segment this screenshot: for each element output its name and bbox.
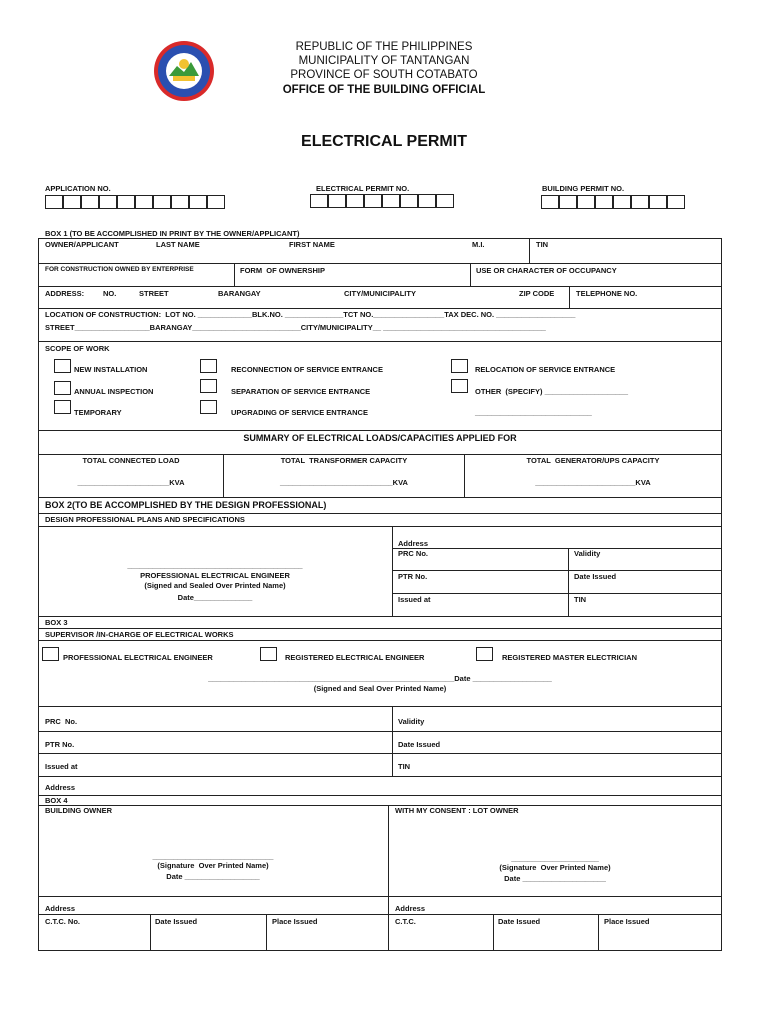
box3-issued-at-label: Issued at	[45, 762, 78, 771]
other-label[interactable]: OTHER (SPECIFY) ____________________	[475, 387, 629, 396]
summary-heading: SUMMARY OF ELECTRICAL LOADS/CAPACITIES APPLIED FOR	[243, 433, 517, 443]
building-owner-label: BUILDING OWNER	[45, 806, 113, 815]
zip-code-label: ZIP CODE	[519, 289, 555, 298]
other-specify-line[interactable]: ____________________________	[475, 408, 592, 417]
mi-label: M.I.	[472, 240, 485, 249]
separation-checkbox[interactable]	[200, 379, 217, 393]
supervisor-rme-label: REGISTERED MASTER ELECTRICIAN	[502, 653, 638, 662]
building-owner-date[interactable]: Date __________________	[166, 872, 260, 881]
other-checkbox[interactable]	[451, 379, 468, 393]
location-line-2[interactable]: STREET__________________BARANGAY__________________________CITY/MUNICIPALITY__ _______________________________________	[45, 323, 546, 332]
header-office: OFFICE OF THE BUILDING OFFICIAL	[282, 84, 486, 96]
box3-address-label: Address	[45, 783, 76, 792]
box2-ptr-label: PTR No.	[398, 572, 428, 581]
box3-subheading: SUPERVISOR /IN-CHARGE OF ELECTRICAL WORKS	[45, 630, 234, 639]
building-permit-no-label: BUILDING PERMIT NO.	[542, 184, 625, 193]
lot-owner-date[interactable]: Date ____________________	[504, 874, 606, 883]
owner-name-input[interactable]	[40, 250, 528, 263]
address-city-label: CITY/MUNICIPALITY	[344, 289, 416, 298]
relocation-checkbox[interactable]	[451, 359, 468, 373]
lot-owner-signature-label: (Signature Over Printed Name)	[499, 863, 611, 872]
box3-validity-label: Validity	[398, 717, 425, 726]
new-installation-checkbox[interactable]	[54, 359, 71, 373]
box3-prc-label: PRC No.	[45, 717, 78, 726]
annual-inspection-label: ANNUAL INSPECTION	[74, 387, 154, 396]
address-street-label: STREET	[139, 289, 169, 298]
electrical-permit-no-field[interactable]	[310, 194, 458, 208]
building-owner-signature-line[interactable]: _____________________________	[152, 852, 274, 861]
address-label: ADDRESS:	[45, 289, 85, 298]
box3-signature-line[interactable]: ___________________________________________________________Date ___________________	[208, 674, 552, 683]
total-transformer-label: TOTAL TRANSFORMER CAPACITY	[280, 456, 408, 465]
separation-label: SEPARATION OF SERVICE ENTRANCE	[231, 387, 371, 396]
electrical-permit-no-label: ELECTRICAL PERMIT NO.	[316, 184, 410, 193]
box2-tin-label: TIN	[574, 595, 587, 604]
box2-pee-label: PROFESSIONAL ELECTRICAL ENGINEER	[140, 571, 290, 580]
box1-heading: BOX 1 (TO BE ACCOMPLISHED IN PRINT BY THE OWNER/APPLICANT)	[45, 229, 300, 238]
box2-prc-label: PRC No.	[398, 549, 428, 558]
connected-load-kva[interactable]: ______________________KVA	[77, 478, 185, 487]
lot-owner-ctc-label: C.T.C.	[395, 917, 416, 926]
address-no-label: NO.	[103, 289, 117, 298]
first-name-label: FIRST NAME	[289, 240, 335, 249]
supervisor-rme-checkbox[interactable]	[476, 647, 493, 661]
page-title: ELECTRICAL PERMIT	[301, 133, 467, 150]
form-of-ownership-label: FORM OF OWNERSHIP	[240, 266, 325, 275]
supervisor-pee-label: PROFESSIONAL ELECTRICAL ENGINEER	[63, 653, 213, 662]
telephone-label: TELEPHONE NO.	[576, 289, 638, 298]
annual-inspection-checkbox[interactable]	[54, 381, 71, 395]
supervisor-ree-checkbox[interactable]	[260, 647, 277, 661]
box3-signed-label: (Signed and Seal Over Printed Name)	[313, 684, 447, 693]
box2-subheading: DESIGN PROFESSIONAL PLANS AND SPECIFICATIONS	[45, 515, 245, 524]
supervisor-ree-label: REGISTERED ELECTRICAL ENGINEER	[285, 653, 425, 662]
owner-tin-label: TIN	[536, 240, 549, 249]
box2-signature-line[interactable]: __________________________________________	[127, 561, 303, 570]
box2-heading: BOX 2(TO BE ACCOMPLISHED BY THE DESIGN PROFESSIONAL)	[45, 500, 327, 510]
application-no-field[interactable]	[45, 195, 235, 209]
building-permit-no-field[interactable]	[541, 195, 691, 209]
building-owner-ctc-label: C.T.C. No.	[45, 917, 80, 926]
box2-signed-label: (Signed and Sealed Over Printed Name)	[144, 581, 286, 590]
lot-owner-signature-line[interactable]: _____________________	[511, 854, 599, 863]
lot-owner-label: WITH MY CONSENT : LOT OWNER	[395, 806, 519, 815]
upgrading-checkbox[interactable]	[200, 400, 217, 414]
generator-kva[interactable]: ________________________KVA	[535, 478, 651, 487]
header-republic: REPUBLIC OF THE PHILIPPINES	[295, 41, 473, 53]
building-owner-address-label: Address	[45, 904, 76, 913]
box2-issued-at-label: Issued at	[398, 595, 431, 604]
box3-tin-label: TIN	[398, 762, 411, 771]
building-owner-signature-label: (Signature Over Printed Name)	[157, 861, 269, 870]
address-barangay-label: BARANGAY	[218, 289, 261, 298]
upgrading-label: UPGRADING OF SERVICE ENTRANCE	[231, 408, 368, 417]
box2-date-issued-label: Date Issued	[574, 572, 617, 581]
scope-of-work-label: SCOPE OF WORK	[45, 344, 110, 353]
new-installation-label: NEW INSTALLATION	[74, 365, 148, 374]
box4-heading: BOX 4	[45, 796, 68, 805]
application-no-label: APPLICATION NO.	[45, 184, 111, 193]
lot-owner-address-label: Address	[395, 904, 426, 913]
box2-address-label: Address	[398, 539, 429, 548]
use-occupancy-label: USE OR CHARACTER OF OCCUPANCY	[476, 266, 617, 275]
owner-applicant-label: OWNER/APPLICANT	[45, 240, 119, 249]
temporary-checkbox[interactable]	[54, 400, 71, 414]
transformer-kva[interactable]: ___________________________KVA	[280, 478, 408, 487]
supervisor-pee-checkbox[interactable]	[42, 647, 59, 661]
total-generator-label: TOTAL GENERATOR/UPS CAPACITY	[526, 456, 660, 465]
box3-date-issued-label: Date Issued	[398, 740, 441, 749]
relocation-label: RELOCATION OF SERVICE ENTRANCE	[475, 365, 616, 374]
temporary-label: TEMPORARY	[74, 408, 122, 417]
header-municipality: MUNICIPALITY OF TANTANGAN	[298, 55, 470, 67]
lot-owner-date-issued-label: Date Issued	[498, 917, 541, 926]
last-name-label: LAST NAME	[156, 240, 200, 249]
box3-heading: BOX 3	[45, 618, 68, 627]
total-connected-load-label: TOTAL CONNECTED LOAD	[82, 456, 180, 465]
reconnection-checkbox[interactable]	[200, 359, 217, 373]
box2-date[interactable]: Date______________	[177, 593, 253, 602]
header-province: PROVINCE OF SOUTH COTABATO	[290, 69, 478, 81]
location-line-1[interactable]: LOCATION OF CONSTRUCTION: LOT NO. _____________BLK.NO. ______________TCT NO._________________TAX DEC. NO. ___________________	[45, 310, 576, 319]
box3-ptr-label: PTR No.	[45, 740, 75, 749]
reconnection-label: RECONNECTION OF SERVICE ENTRANCE	[231, 365, 383, 374]
box2-validity-label: Validity	[574, 549, 601, 558]
building-owner-place-issued-label: Place Issued	[272, 917, 318, 926]
lot-owner-place-issued-label: Place Issued	[604, 917, 650, 926]
building-owner-date-issued-label: Date Issued	[155, 917, 198, 926]
enterprise-label: FOR CONSTRUCTION OWNED BY ENTERPRISE	[45, 266, 194, 273]
